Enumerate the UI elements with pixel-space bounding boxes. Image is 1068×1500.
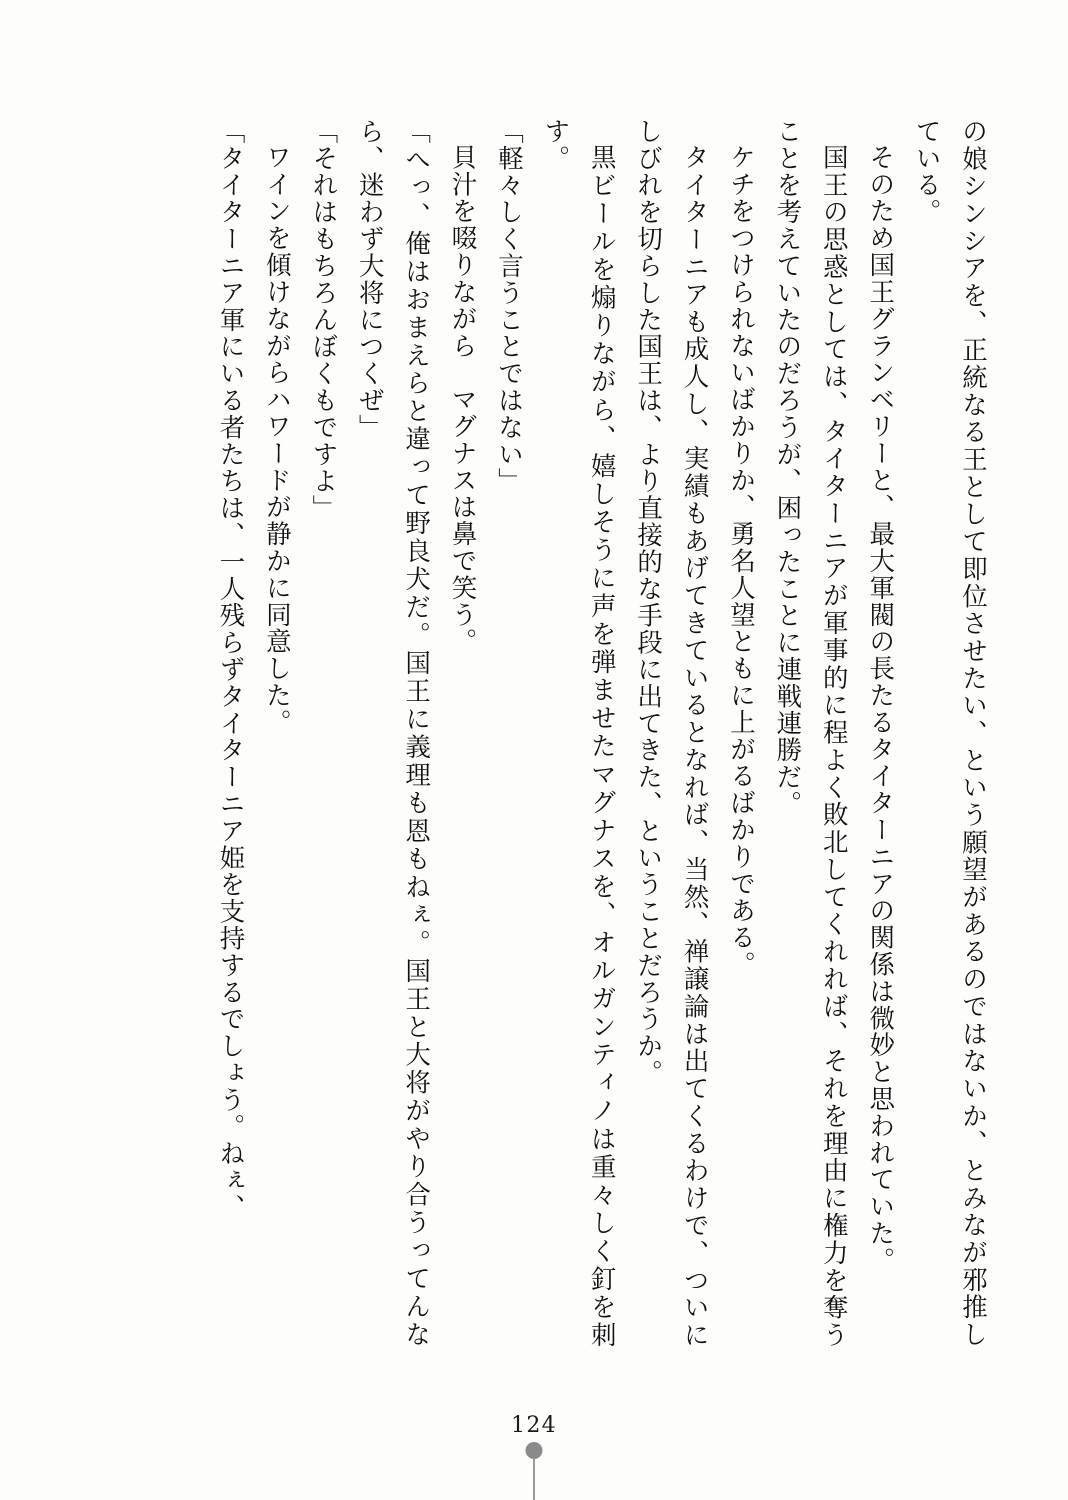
paragraph: そのため国王グランベリーと、最大軍閥の長たるタイターニアの関係は微妙と思われていた。 <box>865 143 896 1274</box>
paragraph-dialogue: 「軽々しく言うことではない」 <box>493 118 524 495</box>
paragraph: の娘シンシアを、正統なる王として即位させたい、という願望があるのではないか、とみなが邪推している。 <box>911 118 988 1348</box>
page-number: 124 <box>511 1413 557 1438</box>
pin-mark-icon <box>521 1438 547 1500</box>
paragraph: タイターニアも成人し、実績もあげてきているとなれば、当然、禅譲論は出てくるわけで、ついにしびれを切らした国王は、より直接的な手段に出てきた、ということだろうか。 <box>633 118 710 1348</box>
paragraph: ケチをつけられないばかりか、勇名人望ともに上がるばかりである。 <box>725 143 756 978</box>
paragraph: 黒ビールを煽りながら、嬉しそうに声を弾ませたマグナスを、オルガンティノは重々しく釘を刺す。 <box>540 118 617 1348</box>
body-text <box>118 118 996 1348</box>
pin-stem-icon <box>533 1458 535 1500</box>
paragraph: 国王の思惑としては、タイターニアが軍事的に程よく敗北してくれれば、それを理由に権力を奪うことを考えていたのだろうが、困ったことに連戦連勝だ。 <box>772 118 849 1348</box>
pin-head-icon <box>526 1442 543 1459</box>
paragraph-dialogue: 「へっ、俺はおまえらと違って野良犬だ。国王に義理も恩もねぇ。国王と大将がやり合うってんなら、迷わず大将につくぜ」 <box>354 118 432 1348</box>
paragraph-dialogue: 「それはもちろんぼくもですよ」 <box>308 118 339 522</box>
paragraph: ワインを傾けながらハワードが静かに同意した。 <box>261 143 292 736</box>
paragraph: 貝汁を啜りながら マグナスは鼻で笑う。 <box>447 143 478 655</box>
paragraph-dialogue: 「タイターニア軍にいる者たちは、一人残らずタイターニア姫を支持するでしょう。ねぇ、 <box>215 118 246 1222</box>
